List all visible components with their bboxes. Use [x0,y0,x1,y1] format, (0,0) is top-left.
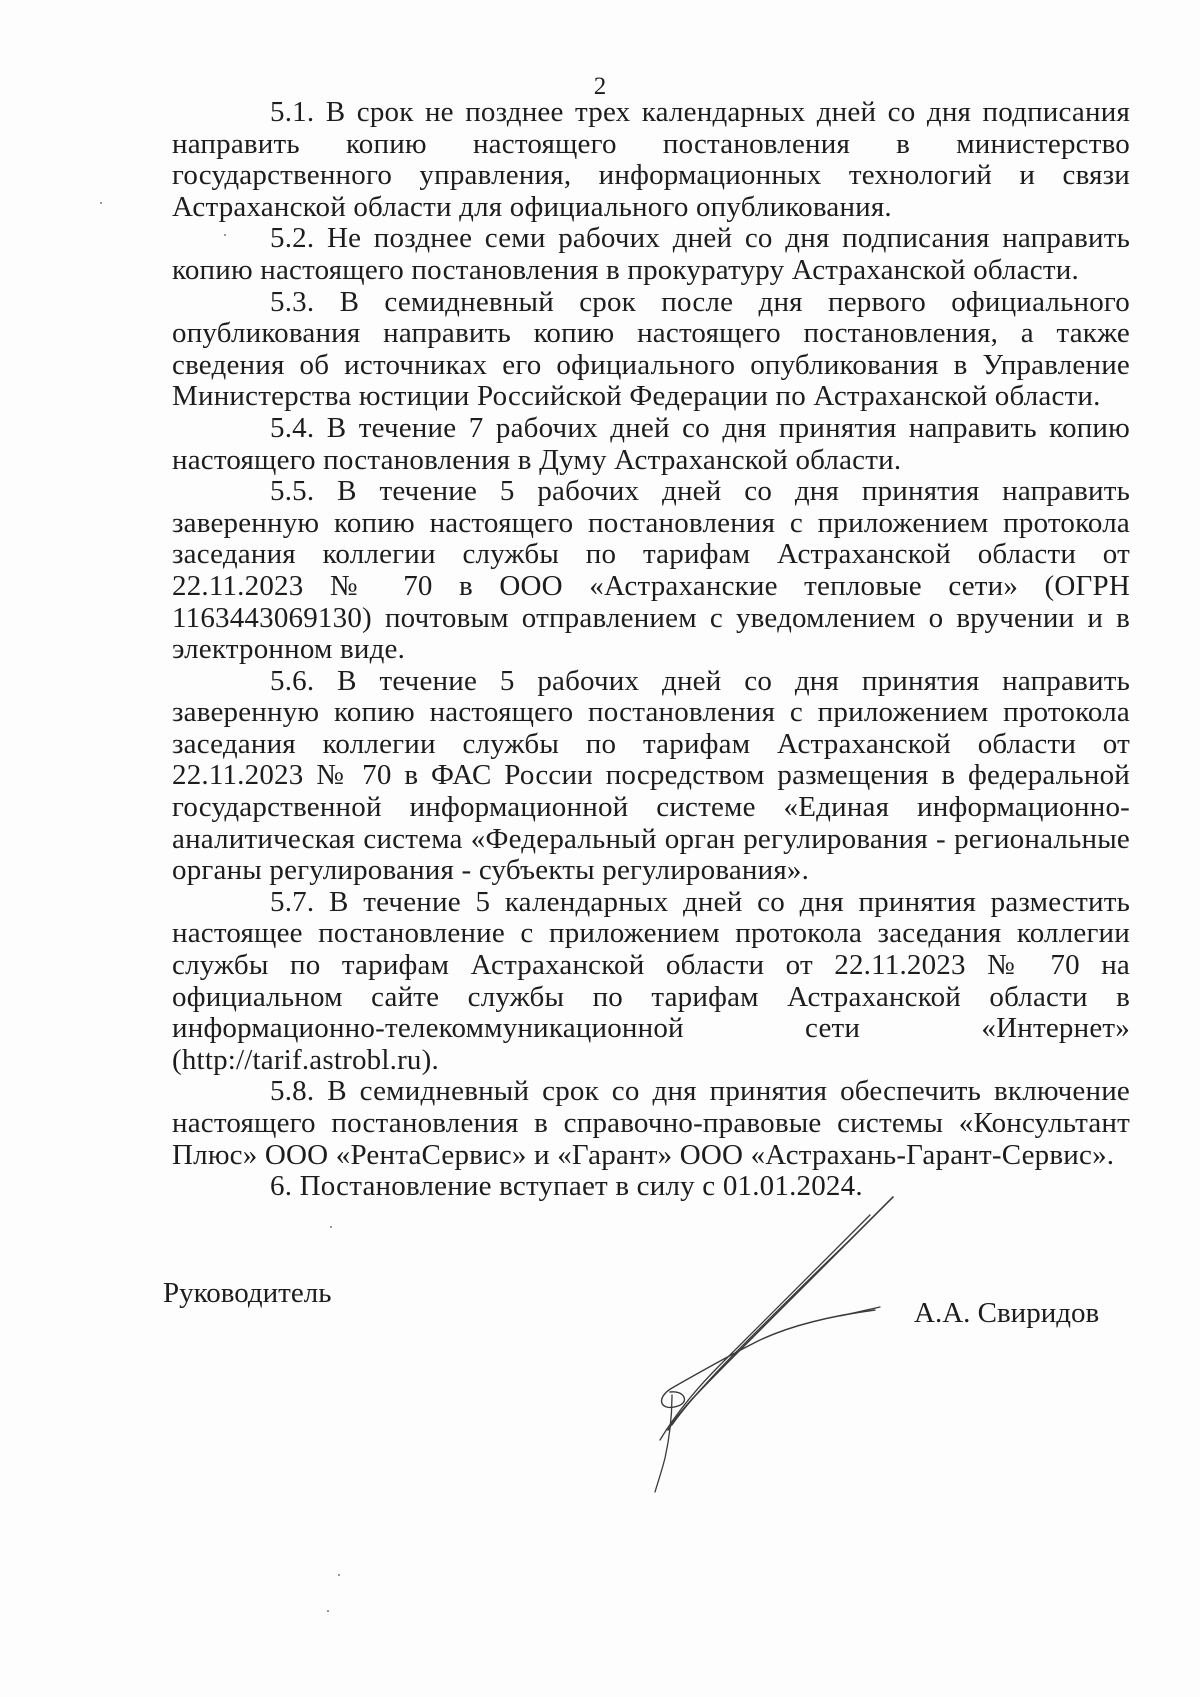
paragraph-6: 6. Постановление вступает в силу с 01.01.2024. [270,1170,863,1203]
scan-speck [100,202,102,204]
paragraph-5-8: 5.8. В семидневный срок со дня принятия обеспечить включение настоящего постановления в справочно-правовые системы «Консультант Плюс» ООО «РентаСервис» и «Гарант» ООО «Астрахань-Гарант-Сервис». [172,1075,1130,1171]
paragraph-5-2: 5.2. Не позднее семи рабочих дней со дня подписания направить копию настоящего постановления в прокуратуру Астраханской области. [172,222,1130,286]
paragraph-5-6: 5.6. В течение 5 рабочих дней со дня принятия направить заверенную копию настоящего постановления с приложением протокола заседания коллегии службы по тарифам Астраханской области от 22.11.2023 № 70 в ФАС России посредством размещения в федеральной государственной информационной системе «Единая информационно-аналитическая система «Федеральный орган регулирования - региональные органы регулирования - субъекты регулирования». [172,664,1130,887]
paragraph-5-3: 5.3. В семидневный срок после дня первого официального опубликования направить копию настоящего постановления, а также сведения об источниках его официального опубликования в Управление Министерства юстиции Российской Федерации по Астраханской области. [172,285,1130,413]
scan-speck [327,1610,329,1612]
paragraph-5-1: 5.1. В срок не позднее трех календарных дней со дня подписания направить копию настоящего постановления в министерство государственного управления, информационных технологий и связи Астраханской области для официального опубликования. [172,96,1130,223]
paragraph-5-5: 5.5. В течение 5 рабочих дней со дня принятия направить заверенную копию настоящего постановления с приложением протокола заседания коллегии службы по тарифам Астраханской области от 22.11.2023 № 70 в ООО «Астраханские тепловые сети» (ОГРН 1163443069130) почтовым отправлением с уведомлением о вручении и в электронном виде. [172,475,1130,666]
signer-position: Руководитель [163,1277,332,1309]
signer-name: А.А. Свиридов [914,1297,1100,1329]
scan-speck [338,1574,340,1576]
paragraph-5-4: 5.4. В течение 7 рабочих дней со дня принятия направить копию настоящего постановления в Думу Астраханской области. [172,411,1130,476]
scan-speck [224,234,226,236]
page-number: 2 [593,73,607,100]
scan-speck [330,1226,332,1228]
paragraph-5-7: 5.7. В течение 5 календарных дней со дня принятия разместить настоящее постановление с приложением протокола заседания коллегии службы по тарифам Астраханской области от 22.11.2023 № 70 на официальном сайте службы по тарифам Астраханской области в информационно-телекоммуникационной сети «Интернет» (http://tarif.astrobl.ru). [172,885,1130,1076]
document-body [172,97,1130,1203]
